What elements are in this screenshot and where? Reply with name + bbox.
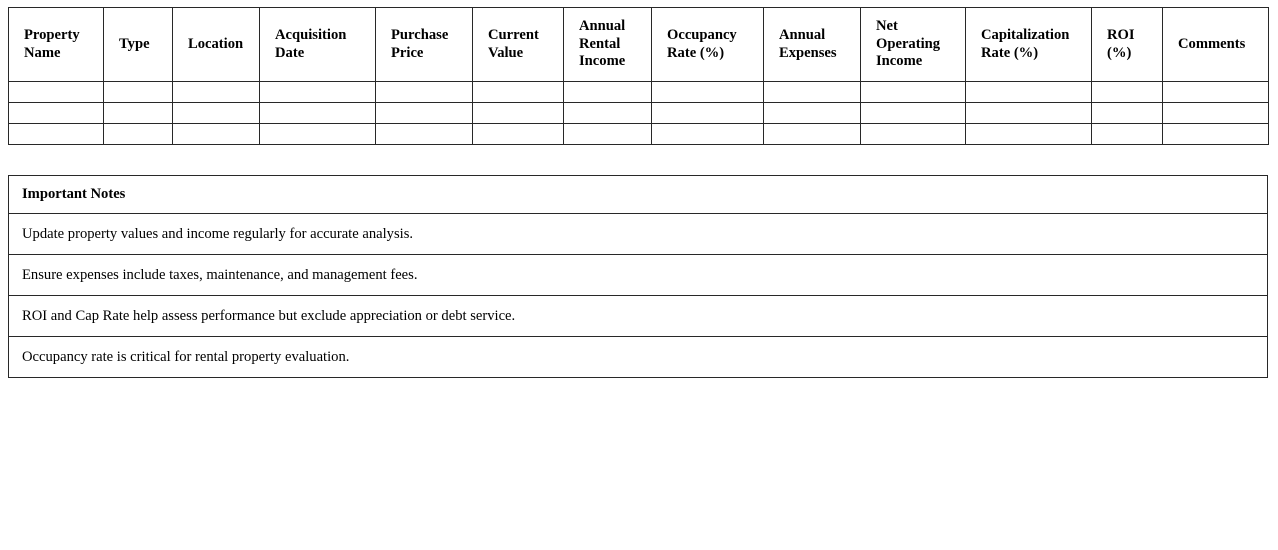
empty-row <box>9 82 1269 103</box>
notes-header-row <box>9 176 1268 214</box>
note-text: Occupancy rate is critical for rental property evaluation. <box>9 337 1268 378</box>
column-header-roi: ROI (%) <box>1092 8 1163 82</box>
column-header-net-operating-income: Net Operating Income <box>861 8 966 82</box>
empty-cell[interactable] <box>764 82 861 103</box>
note-row <box>9 255 1268 296</box>
empty-cell[interactable] <box>9 103 104 124</box>
empty-cell[interactable] <box>473 124 564 145</box>
notes-table-body <box>9 214 1268 378</box>
empty-cell[interactable] <box>260 124 376 145</box>
note-row <box>9 337 1268 378</box>
empty-cell[interactable] <box>473 82 564 103</box>
empty-cell[interactable] <box>1092 82 1163 103</box>
column-header-acquisition-date: Acquisition Date <box>260 8 376 82</box>
note-text: ROI and Cap Rate help assess performance but exclude appreciation or debt service. <box>9 296 1268 337</box>
column-header-capitalization-rate: Capitalization Rate (%) <box>966 8 1092 82</box>
empty-cell[interactable] <box>173 82 260 103</box>
empty-cell[interactable] <box>861 124 966 145</box>
empty-cell[interactable] <box>861 82 966 103</box>
empty-cell[interactable] <box>652 124 764 145</box>
document-page <box>8 7 1270 378</box>
empty-cell[interactable] <box>260 82 376 103</box>
column-header-current-value: Current Value <box>473 8 564 82</box>
empty-cell[interactable] <box>104 103 173 124</box>
empty-cell[interactable] <box>966 103 1092 124</box>
empty-cell[interactable] <box>1092 124 1163 145</box>
empty-cell[interactable] <box>652 103 764 124</box>
column-header-location: Location <box>173 8 260 82</box>
property-table-body <box>9 82 1269 145</box>
empty-cell[interactable] <box>564 82 652 103</box>
empty-cell[interactable] <box>1163 103 1269 124</box>
empty-cell[interactable] <box>861 103 966 124</box>
empty-cell[interactable] <box>173 124 260 145</box>
empty-row <box>9 103 1269 124</box>
empty-cell[interactable] <box>764 124 861 145</box>
empty-cell[interactable] <box>260 103 376 124</box>
empty-row <box>9 124 1269 145</box>
empty-cell[interactable] <box>652 82 764 103</box>
empty-cell[interactable] <box>1092 103 1163 124</box>
column-header-purchase-price: Purchase Price <box>376 8 473 82</box>
empty-cell[interactable] <box>9 124 104 145</box>
empty-cell[interactable] <box>104 124 173 145</box>
column-header-comments: Comments <box>1163 8 1269 82</box>
empty-cell[interactable] <box>473 103 564 124</box>
empty-cell[interactable] <box>966 82 1092 103</box>
note-row <box>9 214 1268 255</box>
column-header-annual-rental-income: Annual Rental Income <box>564 8 652 82</box>
column-header-occupancy-rate: Occupancy Rate (%) <box>652 8 764 82</box>
property-table-header-row <box>9 8 1269 82</box>
empty-cell[interactable] <box>376 82 473 103</box>
empty-cell[interactable] <box>564 124 652 145</box>
column-header-type: Type <box>104 8 173 82</box>
note-row <box>9 296 1268 337</box>
notes-table <box>8 175 1268 378</box>
note-text: Update property values and income regularly for accurate analysis. <box>9 214 1268 255</box>
property-table <box>8 7 1269 145</box>
empty-cell[interactable] <box>1163 82 1269 103</box>
empty-cell[interactable] <box>9 82 104 103</box>
note-text: Ensure expenses include taxes, maintenance, and management fees. <box>9 255 1268 296</box>
column-header-property-name: Property Name <box>9 8 104 82</box>
empty-cell[interactable] <box>173 103 260 124</box>
empty-cell[interactable] <box>564 103 652 124</box>
empty-cell[interactable] <box>376 103 473 124</box>
notes-title: Important Notes <box>9 176 1268 214</box>
column-header-annual-expenses: Annual Expenses <box>764 8 861 82</box>
empty-cell[interactable] <box>104 82 173 103</box>
empty-cell[interactable] <box>764 103 861 124</box>
empty-cell[interactable] <box>376 124 473 145</box>
empty-cell[interactable] <box>966 124 1092 145</box>
empty-cell[interactable] <box>1163 124 1269 145</box>
